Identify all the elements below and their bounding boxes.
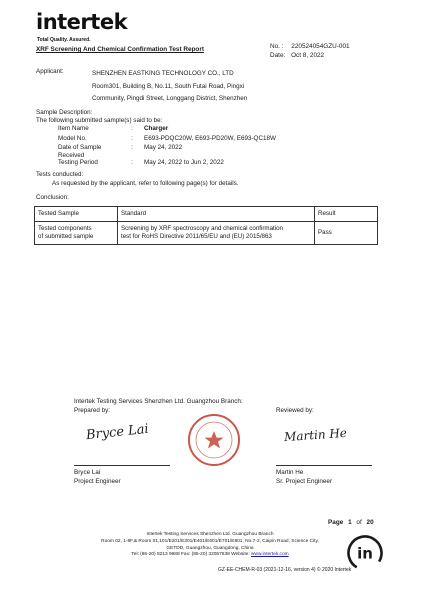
footer-contact: Tel: (86-20) 8213 9688 Fax: (86-20) 32057538 Website: [131, 552, 250, 558]
report-number: 220524054GZU-001 [291, 43, 350, 50]
report-date-row [270, 51, 350, 60]
sample-value: Charger [144, 125, 169, 132]
sample-row-item-name [58, 125, 276, 135]
sample-description-heading: Sample Description: [36, 109, 93, 116]
footer-line1: Intertek Testing Services Shenzhen Ltd. Guangzhou Branch [146, 532, 274, 537]
logo-tagline: Total Quality. Assured. [37, 37, 91, 43]
result-cell: Pass [315, 222, 378, 245]
sample-sep: : [131, 159, 133, 167]
column-header: Result [315, 207, 378, 222]
badge-text: in [357, 544, 373, 563]
sample-key: Date of Sample Received [58, 144, 102, 159]
page-current: 1 [348, 519, 352, 526]
sample-row-date-received [58, 144, 276, 159]
standard-line1: Screening by XRF spectroscopy and chemical confirmation [121, 225, 283, 232]
sample-sep: : [131, 125, 133, 132]
preparer-title: Project Engineer [74, 478, 121, 485]
sample-value: May 24, 2022 to Jun 2, 2022 [144, 159, 224, 167]
company-seal-icon [186, 412, 242, 468]
sample-description-intro: The following submitted sample(s) said to be: [36, 117, 163, 124]
report-meta [270, 42, 350, 60]
applicant-address [92, 82, 247, 103]
page-label: Page [328, 519, 344, 526]
preparer-signature-line [74, 465, 170, 466]
footer-form-code: GZ-EE-CHEM-R-03 (2021-12-16, version 4) © 2020 Intertek [218, 567, 352, 573]
tested-sample-cell [35, 222, 118, 245]
sample-value: May 24, 2022 [144, 144, 183, 151]
footer-line2: Room 02, 1-8F,& Room 01,101/E201/E301/E401/E601/E701/E801, No.7-2, Caipin Road, Science City, [101, 538, 319, 544]
intertek-logo: intertek [36, 10, 128, 34]
conclusion-heading: Conclusion: [36, 194, 69, 201]
report-date: Oct 8, 2022 [291, 52, 325, 59]
report-number-row [270, 42, 350, 51]
sample-sep: : [131, 134, 133, 142]
applicant-address-line1: Room301, Building B, No.11, South Futai Road, Pingxi [92, 83, 245, 90]
branch-name: Intertek Testing Services Shenzhen Ltd. Guangzhou Branch: [74, 398, 243, 405]
tested-sample-line1: Tested components [38, 225, 92, 232]
tests-text: As requested by the applicant, refer to following page(s) for details. [52, 180, 239, 187]
reviewer-block [276, 468, 332, 486]
applicant-name: SHENZHEN EASTKING TECHNOLOGY CO., LTD [92, 70, 234, 77]
page-number [328, 519, 374, 527]
reviewer-signature: Martin He [283, 425, 348, 445]
column-header: Standard [118, 207, 315, 222]
page-total: 20 [366, 519, 374, 526]
footer-line3: GETDD, Guangzhou, Guangdong, China [166, 545, 254, 551]
page-of: of [356, 519, 362, 526]
standard-cell [118, 222, 315, 245]
sample-key: Testing Period [58, 159, 98, 167]
reviewed-by-label: Reviewed by: [276, 407, 314, 414]
reviewer-title: Sr. Project Engineer [276, 478, 333, 485]
preparer-signature: Bryce Lai [85, 421, 150, 444]
applicant-block [92, 68, 247, 103]
reviewer-signature-line [276, 465, 372, 466]
standard-line2: test for RoHS Directive 2011/65/EU and (EU) 2015/863 [121, 233, 272, 240]
preparer-block [74, 468, 121, 486]
prepared-by-label: Prepared by: [74, 407, 111, 414]
sample-key: Item Name [58, 125, 89, 132]
report-number-label: No. : [270, 43, 284, 50]
applicant-label: Applicant: [36, 68, 64, 75]
report-title: XRF Screening And Chemical Confirmation Test Report [36, 46, 204, 53]
sample-row-testing-period [58, 159, 276, 169]
sample-key: Model No. [58, 134, 87, 142]
tested-sample-line2: of submitted sample [38, 233, 94, 240]
footer-line4 [60, 552, 360, 559]
applicant-address-line2: Community, Pingdi Street, Longgang District, Shenzhen [92, 95, 248, 102]
conclusion-header-row [35, 207, 378, 222]
footer-address [60, 532, 360, 559]
sample-sep: : [131, 144, 133, 151]
footer-website-link[interactable]: www.intertek.com [251, 552, 289, 558]
conclusion-table [34, 206, 378, 245]
reviewer-name: Martin He [276, 469, 304, 476]
sample-value: E693-PDQC20W, E693-PD20W, E693-QC18W [144, 134, 276, 142]
sample-info-table [58, 125, 276, 169]
conclusion-row [35, 222, 378, 245]
tests-heading: Tests conducted: [36, 171, 84, 178]
column-header: Tested Sample [35, 207, 118, 222]
sample-row-model-no [58, 135, 276, 145]
preparer-name: Bryce Lai [74, 469, 101, 476]
report-date-label: Date: [270, 52, 286, 59]
intertek-in-badge-icon [346, 534, 384, 572]
